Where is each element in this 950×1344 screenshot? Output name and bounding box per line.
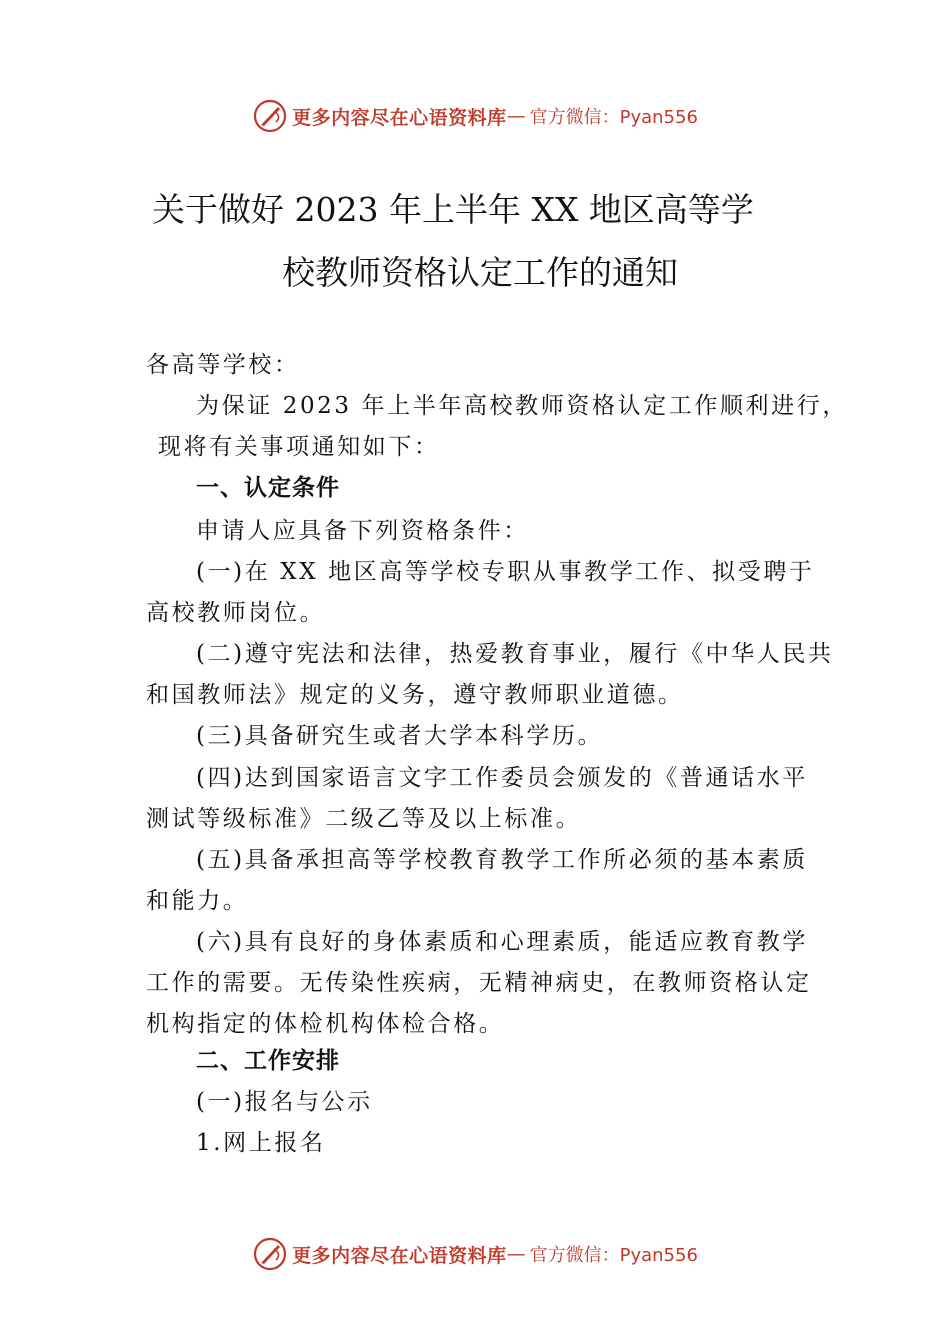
header-banner (0, 94, 950, 138)
document-title-line-2: 校教师资格认定工作的通知 (282, 253, 678, 292)
condition-1-line-1: (一)在 XX 地区高等学校专职从事教学工作、拟受聘于 (196, 559, 815, 585)
subsection-1-item-1: 1.网上报名 (196, 1130, 326, 1156)
footer-banner (0, 1232, 950, 1276)
salutation: 各高等学校： (146, 352, 300, 378)
condition-5-line-1: (五)具备承担高等学校教育教学工作所必须的基本素质 (196, 847, 808, 873)
document-title-line-1: 关于做好 2023 年上半年 XX 地区高等学 (152, 190, 754, 229)
banner-separator: — (506, 105, 526, 127)
section-heading-2: 二、工作安排 (196, 1048, 340, 1074)
condition-6-line-3: 机构指定的体检机构体检合格。 (146, 1011, 505, 1037)
condition-4-line-2: 测试等级标准》二级乙等及以上标准。 (146, 806, 582, 832)
banner-text: 更多内容尽在心语资料库 (292, 1244, 507, 1267)
quill-pen-icon (252, 1236, 288, 1272)
banner-text: 更多内容尽在心语资料库 (292, 106, 507, 129)
condition-5-line-2: 和能力。 (146, 888, 249, 914)
subsection-1: (一)报名与公示 (196, 1089, 373, 1115)
quill-pen-icon (252, 98, 288, 134)
condition-2-line-2: 和国教师法》规定的义务，遵守教师职业道德。 (146, 682, 684, 708)
banner-separator: — (506, 1243, 526, 1265)
intro-line-2: 现将有关事项通知如下： (158, 434, 440, 460)
condition-6-line-1: (六)具有良好的身体素质和心理素质，能适应教育教学 (196, 929, 808, 955)
condition-2-line-1: (二)遵守宪法和法律，热爱教育事业，履行《中华人民共 (196, 641, 834, 667)
condition-6-line-2: 工作的需要。无传染性疾病，无精神病史，在教师资格认定 (146, 970, 812, 996)
condition-4-line-1: (四)达到国家语言文字工作委员会颁发的《普通话水平 (196, 765, 808, 791)
section-heading-1: 一、认定条件 (196, 475, 340, 501)
banner-wechat: 官方微信：Pyan556 (529, 1245, 698, 1266)
banner-wechat: 官方微信：Pyan556 (529, 107, 698, 128)
condition-3-line-1: (三)具备研究生或者大学本科学历。 (196, 723, 604, 749)
condition-1-line-2: 高校教师岗位。 (146, 600, 326, 626)
intro-line-1: 为保证 2023 年上半年高校教师资格认定工作顺利进行， (196, 393, 848, 419)
requirements-intro: 申请人应具备下列资格条件： (196, 518, 529, 544)
